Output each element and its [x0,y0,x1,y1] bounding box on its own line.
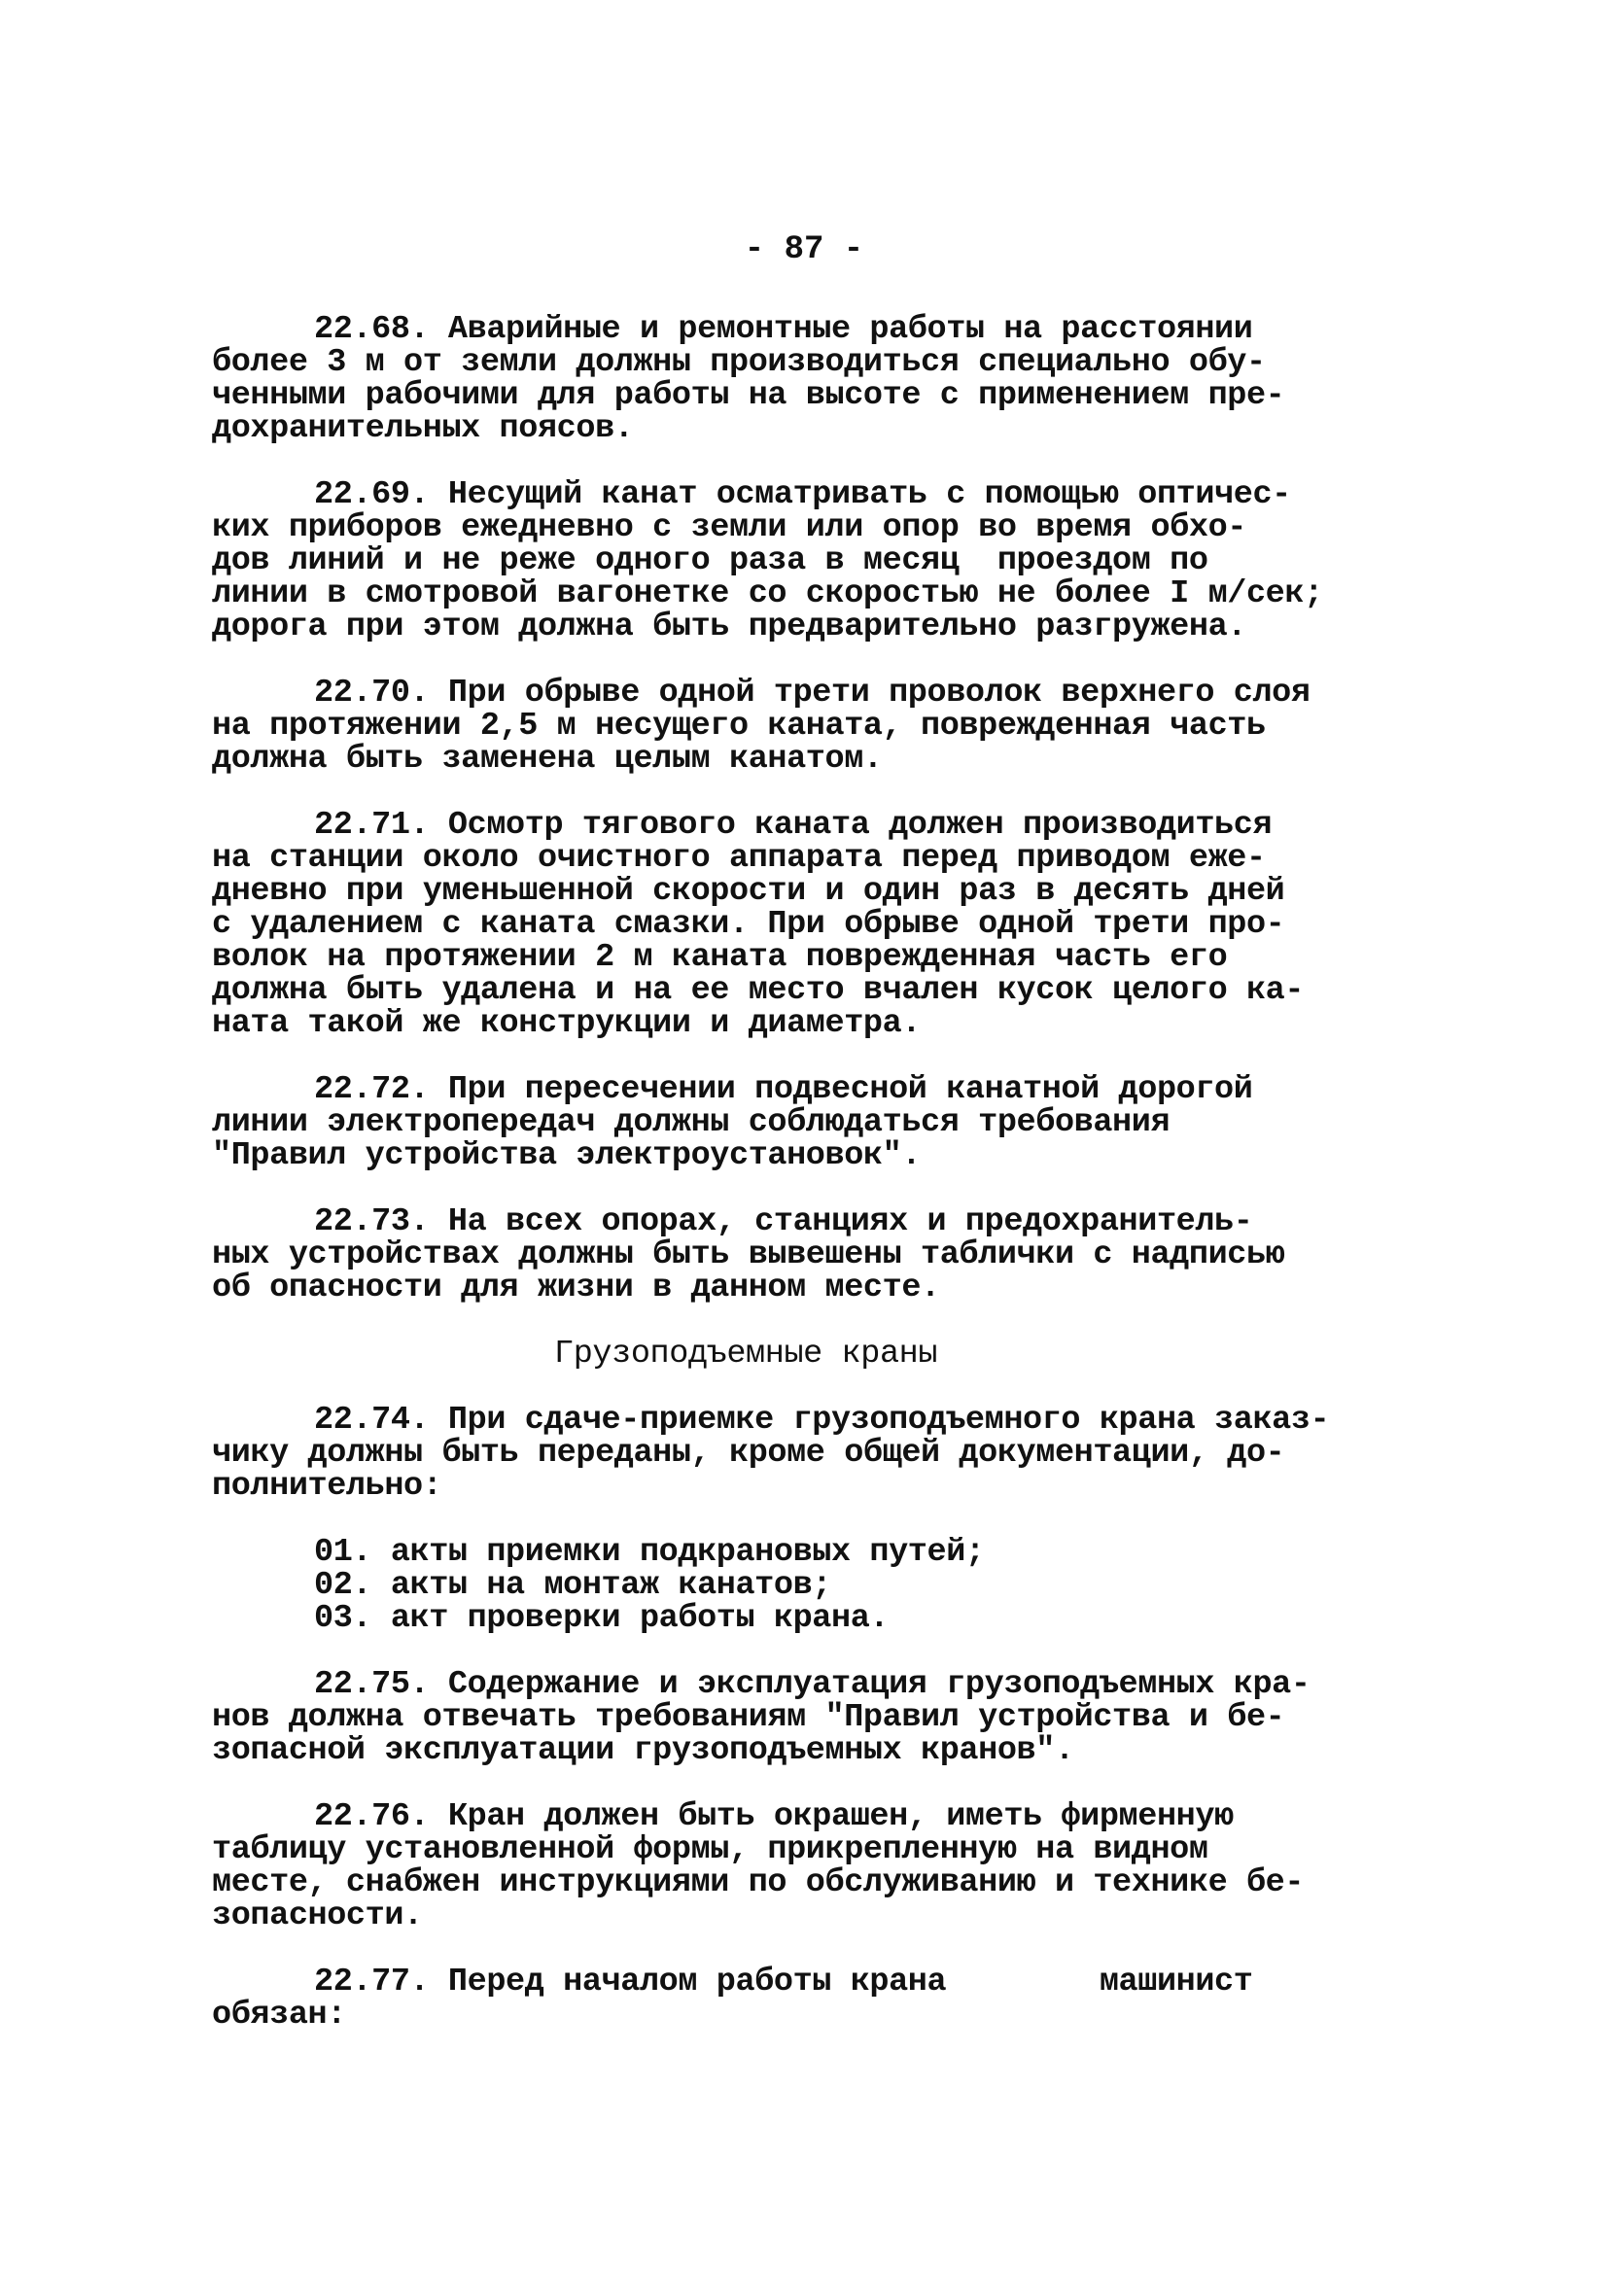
text-line: полнительно: [212,1468,442,1505]
paragraph-22-75 [212,1668,1408,1767]
text-line: 22.74. При сдаче-приемке грузоподъемного крана заказ- [314,1402,1330,1439]
paragraph-22-70 [212,677,1408,776]
document-list [212,1536,1408,1635]
text-line: 22.72. При пересечении подвесной канатной дорогой [314,1071,1253,1108]
text-line: дневно при уменьшенной скорости и один раз в десять дней [212,873,1285,910]
paragraph-22-71 [212,809,1408,1040]
list-item: 02. акты на монтаж канатов; [314,1567,831,1604]
text-line: таблицу установленной формы, прикрепленную на видном [212,1831,1208,1868]
text-line: чику должны быть переданы, кроме общей документации, до- [212,1435,1285,1472]
text-line: зопасности. [212,1897,423,1934]
text-line: месте, снабжен инструкциями по обслуживанию и технике бе- [212,1864,1305,1901]
text-line: линии электропередач должны соблюдаться требования [212,1104,1171,1141]
text-line: ких приборов ежедневно с земли или опор во время обхо- [212,509,1246,546]
paragraph-22-77 [212,1966,1408,2032]
paragraph-22-74 [212,1404,1408,1503]
text-line: 22.75. Содержание и эксплуатация грузоподъемных кра- [314,1666,1311,1703]
text-line: ченными рабочими для работы на высоте с применением пре- [212,377,1285,414]
text-line: 22.73. На всех опорах, станциях и предохранитель- [314,1203,1253,1240]
text-line: на станции около очистного аппарата перед приводом еже- [212,840,1266,877]
paragraph-22-72 [212,1073,1408,1172]
text-line: дорога при этом должна быть предварительно разгружена. [212,609,1246,645]
text-line: зопасной эксплуатации грузоподъемных кранов". [212,1732,1074,1769]
text-line: ных устройствах должны быть вывешены таблички с надписью [212,1236,1285,1273]
text-line: должна быть заменена целым канатом. [212,741,883,778]
list-item: 01. акты приемки подкрановых путей; [314,1534,985,1571]
paragraph-22-68 [212,313,1408,445]
text-line: дов линий и не реже одного раза в месяц проездом по [212,542,1208,579]
text-line: 22.68. Аварийные и ремонтные работы на расстоянии [314,311,1253,348]
text-line: 22.71. Осмотр тягового каната должен производиться [314,807,1273,844]
section-heading: Грузоподъемные краны [554,1336,938,1373]
paragraph-22-69 [212,478,1408,644]
paragraph-22-76 [212,1800,1408,1932]
text-line: обязан: [212,1997,346,2034]
page-number: - 87 - [744,231,864,268]
text-line: волок на протяжении 2 м каната поврежденная часть его [212,939,1228,976]
text-line: линии в смотровой вагонетке со скоростью не более I м/сек; [212,575,1323,612]
text-line: "Правил устройства электроустановок". [212,1137,922,1174]
text-line: на протяжении 2,5 м несущего каната, поврежденная часть [212,708,1266,745]
document-body [212,313,1408,2032]
text-line: более 3 м от земли должны производиться специально обу- [212,344,1266,381]
paragraph-22-73 [212,1205,1408,1305]
text-line: ната такой же конструкции и диаметра. [212,1005,922,1042]
text-line: 22.77. Перед началом работы крана машинист [314,1964,1253,2000]
text-line: 22.76. Кран должен быть окрашен, иметь фирменную [314,1798,1234,1835]
list-item: 03. акт проверки работы крана. [314,1600,890,1637]
text-line: 22.70. При обрыве одной трети проволок верхнего слоя [314,675,1311,712]
text-line: дохранительных поясов. [212,410,634,447]
text-line: с удалением с каната смазки. При обрыве одной трети про- [212,906,1285,943]
text-line: 22.69. Несущий канат осматривать с помощью оптичес- [314,476,1291,513]
text-line: должна быть удалена и на ее место вчален кусок целого ка- [212,972,1305,1009]
text-line: об опасности для жизни в данном месте. [212,1270,940,1306]
text-line: нов должна отвечать требованиям "Правил устройства и бе- [212,1699,1285,1736]
